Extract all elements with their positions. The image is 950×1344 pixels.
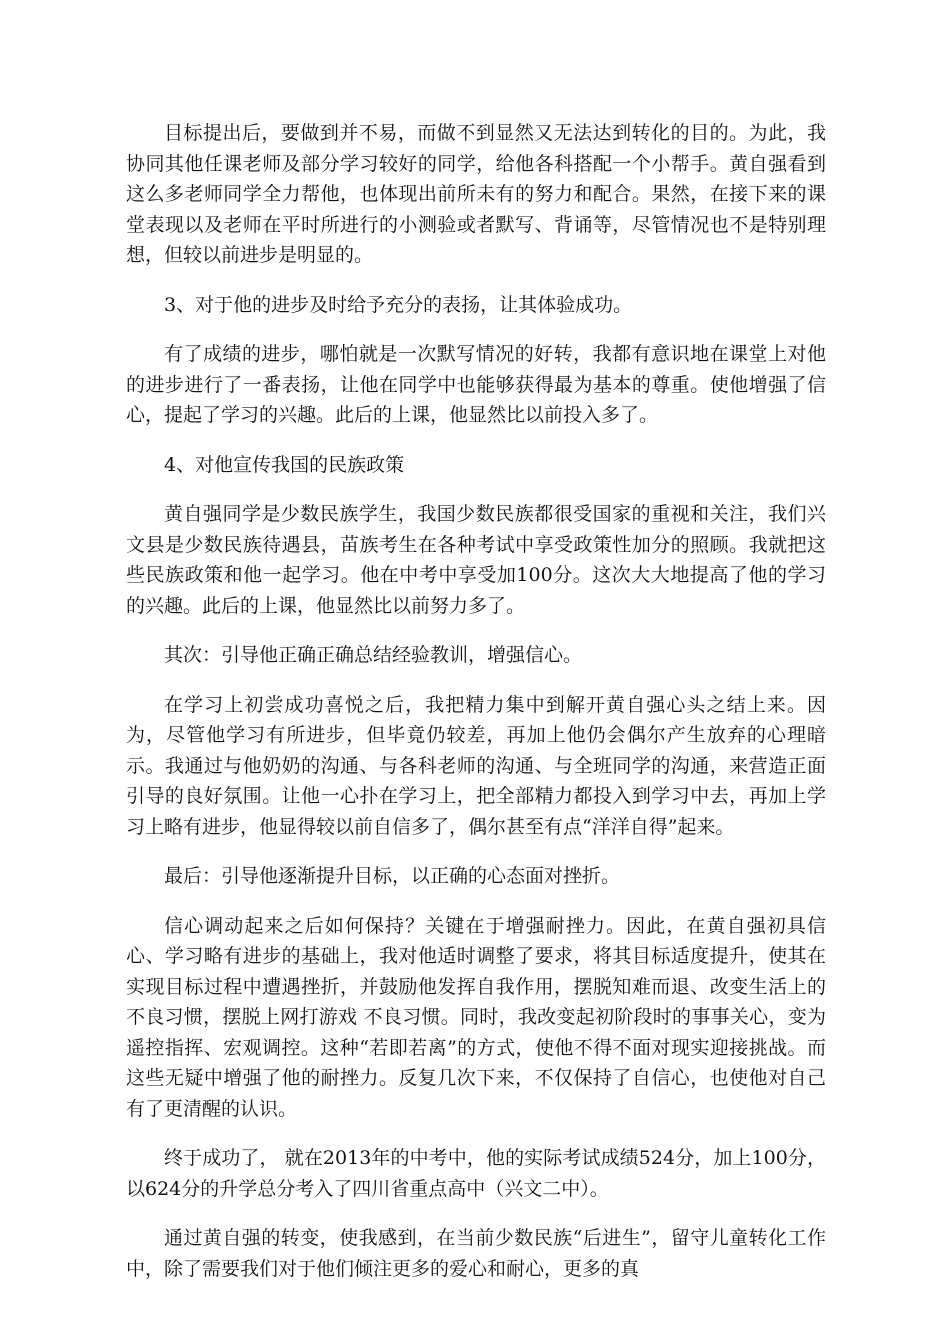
paragraph-conclusion: 通过黄自强的转变，使我感到，在当前少数民族“后进生”，留守儿童转化工作中，除了需要我们对于他们倾注更多的爱心和耐心，更多的真 [126,1227,826,1280]
section-heading-praise: 3、对于他的进步及时给予充分的表扬，让其体验成功。 [164,293,633,316]
document-page [126,118,826,1303]
paragraph-ethnic-policy: 黄自强同学是少数民族学生，我国少数民族都很受国家的重视和关注，我们兴文县是少数民族待遇县，苗族考生在各种考试中享受政策性加分的照顾。我就把这些民族政策和他一起学习。他在中考中享受加100分。这次大大地提高了他的学习的兴趣。此后的上课，他显然比以前努力多了。 [126,503,826,617]
section-heading-ethnic-policy: 4、对他宣传我国的民族政策 [164,453,405,476]
paragraph-goal-support: 目标提出后，要做到并不易，而做不到显然又无法达到转化的目的。为此，我协同其他任课老师及部分学习较好的同学，给他各科搭配一个小帮手。黄自强看到这么多老师同学全力帮他，也体现出前所未有的努力和配合。果然，在接下来的课堂表现以及老师在平时所进行的小测验或者默写、背诵等，尽管情况也不是特别理想，但较以前进步是明显的。 [126,122,826,266]
section-heading-last: 最后：引导他逐渐提升目标，以正确的心态面对挫折。 [164,865,621,887]
paragraph-praise: 有了成绩的进步，哪怕就是一次默写情况的好转，我都有意识地在课堂上对他的进步进行了一番表扬，让他在同学中也能够获得最为基本的尊重。使他增强了信心，提起了学习的兴趣。此后的上课，他显然比以前投入多了。 [126,343,826,426]
paragraph-resilience: 信心调动起来之后如何保持？关键在于增强耐挫力。因此，在黄自强初具信心、学习略有进步的基础上，我对他适时调整了要求，将其目标适度提升，使其在实现目标过程中遭遇挫折，并鼓励他发挥自我作用，摆脱知难而退、改变生活上的不良习惯，摆脱上网打游戏 不良习惯。同时，我改变起初阶段时的事事关心，变为遥控指挥、宏观调控。这种“若即若离”的方式，使他不得不面对现实迎接挑战。而这些无疑中增强了他的耐挫力。反复几次下来，不仅保持了自信心，也使他对自己有了更清醒的认识。 [126,914,826,1120]
paragraph-second: 在学习上初尝成功喜悦之后，我把精力集中到解开黄自强心头之结上来。因为，尽管他学习有所进步，但毕竟仍较差，再加上他仍会偶尔产生放弃的心理暗示。我通过与他奶奶的沟通、与各科老师的沟通、与全班同学的沟通，来营造正面引导的良好氛围。让他一心扑在学习上，把全部精力都投入到学习中去，再加上学习上略有进步，他显得较以前自信多了，偶尔甚至有点“洋洋自得”起来。 [126,693,826,838]
section-heading-second: 其次：引导他正确正确总结经验教训，增强信心。 [164,644,583,666]
paragraph-success: 终于成功了， 就在2013年的中考中，他的实际考试成绩524分，加上100分，以624分的升学总分考入了四川省重点高中（兴文二中）。 [126,1147,826,1200]
